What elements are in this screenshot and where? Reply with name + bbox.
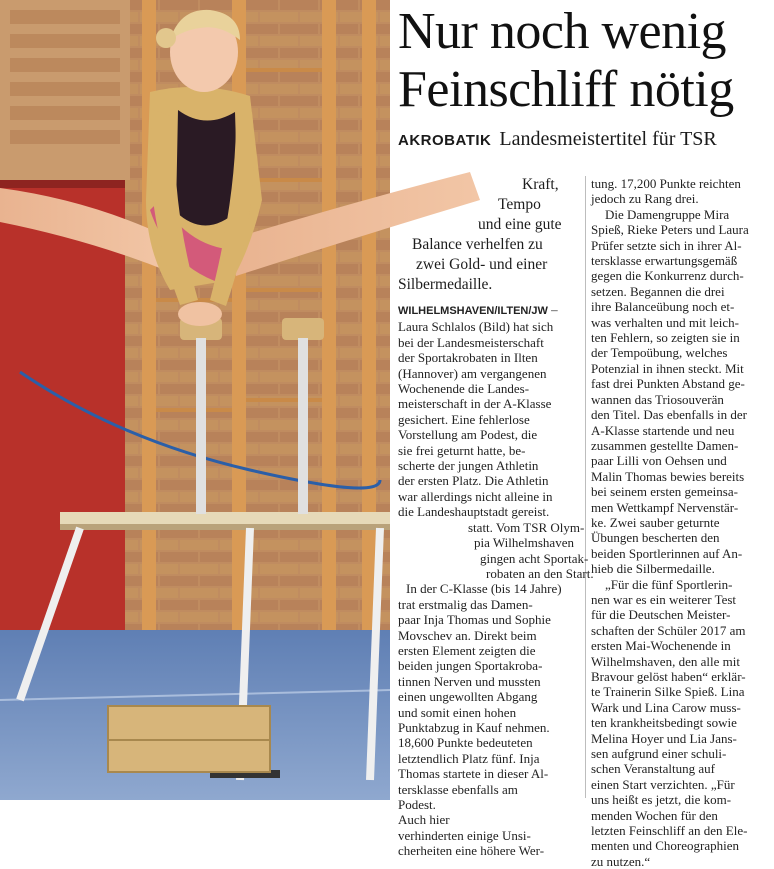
article-text-line: war allerdings nicht alleine in: [398, 488, 553, 504]
article-text-line: gesichert. Eine fehlerlose: [398, 411, 530, 427]
article-column-1: [398, 302, 594, 859]
article-text-line: robaten an den Start.: [486, 565, 594, 581]
article-text-line: der Tempoübung, welches: [591, 345, 728, 361]
dateline: WILHELMSHAVEN/ILTEN/JW: [398, 305, 548, 317]
article-text-line: cherheiten eine höhere Wer-: [398, 843, 545, 859]
article-text-line: „Für die fünf Sportlerin-: [605, 576, 733, 592]
article-text-line: pia Wilhelmshaven: [474, 535, 574, 551]
article-text-line: scherte der jungen Athletin: [398, 458, 539, 474]
article-text-line: tersklasse erwartungsgemäß: [591, 253, 738, 269]
article-text-line: einen ungewollten Abgang: [398, 689, 538, 705]
article-text-line: verhinderten einige Unsi-: [398, 827, 531, 843]
article-text-line: Podest.: [398, 797, 436, 812]
article-text-line: Auch hier: [398, 812, 450, 828]
article-text-line: (Hannover) am vergangenen: [398, 365, 547, 381]
article-text-line: letztendlich Platz fünf. Inja: [398, 750, 540, 766]
article-text-line: fast drei Punkten Abstand ge-: [591, 376, 745, 392]
article-text-line: trat erstmalig das Damen-: [398, 596, 533, 612]
article-text-line: was verhalten und mit leich-: [591, 314, 740, 330]
article-text-line: statt. Vom TSR Olym-: [468, 519, 585, 535]
article-text-line: nen war es ein weiterer Test: [591, 591, 737, 607]
article-text-line: Punktabzug in Kauf nehmen.: [398, 719, 550, 735]
teaser-line: und eine gute: [478, 216, 562, 233]
article-column-2: [591, 176, 769, 869]
teaser-line: zwei Gold- und einer: [416, 256, 548, 273]
article-text-line: Bravour gelöst haben“ erklär-: [591, 669, 746, 684]
article-text-line: Wark und Lina Carow muss-: [591, 699, 741, 715]
article-text-line: Movschev an. Direkt beim: [398, 627, 537, 643]
article-text-line: A-Klasse startende und neu: [591, 422, 735, 438]
teaser-line: Tempo: [498, 196, 541, 213]
article-text-line: Laura Schlalos (Bild) hat sich: [398, 319, 554, 335]
article-text-line: Malin Thomas bewies bereits: [591, 468, 745, 484]
article-text-line: der ersten Platz. Die Athletin: [398, 473, 549, 489]
article-text-line: bei der Landesmeisterschaft: [398, 334, 544, 350]
article-text-line: men Wettkampf Nervenstär-: [591, 499, 739, 515]
article-text-line: Spieß, Rieke Peters und Laura: [591, 222, 749, 238]
article-text-line: sen aufgrund einer schuli-: [591, 746, 727, 762]
article-text-line: zusammen gestellte Damen-: [591, 437, 739, 453]
article-text-line: beiden Sportlerinnen auf An-: [591, 545, 743, 561]
article-text-line: ten krankheitsbedingt sowie: [591, 715, 737, 731]
article-text-line: der Sportakrobaten in Ilten: [398, 350, 538, 366]
article-text-line: gingen acht Sportak-: [480, 550, 589, 566]
article-text-line: 18,600 Punkte bedeuteten: [398, 735, 533, 751]
article-text-line: einen Start verzichten. „Für: [591, 776, 735, 792]
kicker: [398, 128, 717, 151]
article-text-line: ke. Zwei sauber geturnte: [591, 514, 720, 530]
dateline-line: [398, 302, 576, 319]
article-text-line: bei seinem ersten gemeinsa-: [591, 484, 738, 500]
article-text-line: ersten Mai-Wochenende in: [591, 638, 731, 654]
article-text-line: meisterschaft in der A-Klasse: [398, 396, 552, 412]
article-text-line: gegen die Konkurrenz durch-: [591, 268, 744, 284]
article-text-line: und somit einen hohen: [398, 704, 517, 720]
article-text-line: tinnen Nerven und mussten: [398, 673, 541, 689]
article-text-line: ten Fehlern, so zeigten sie in: [591, 330, 740, 346]
gymnast-photo: [0, 0, 390, 800]
article-text-line: paar Lilli von Oehsen und: [591, 453, 727, 469]
dateline-dash: –: [547, 302, 558, 317]
article-text-line: ihre Balanceübung noch et-: [591, 299, 735, 315]
article-text-line: Die Damengruppe Mira: [605, 206, 730, 222]
article-text-line: die Landeshauptstadt gereist.: [398, 504, 550, 520]
article-text-line: Potenzial in ihnen steckt. Mit: [591, 360, 744, 376]
article-text-line: paar Inja Thomas und Sophie: [398, 612, 551, 628]
article-text-line: schen Veranstaltung auf: [591, 761, 715, 777]
article-text-line: Wochenende die Landes-: [398, 381, 530, 397]
teaser-line: Balance verhelfen zu: [412, 236, 543, 253]
article-text-line: Übungen bescherten den: [591, 530, 720, 546]
article-text-line: In der C-Klasse (bis 14 Jahre): [406, 581, 562, 597]
article-text-line: den Titel. Das ebenfalls in der: [591, 407, 747, 423]
teaser-line: Silbermedaille.: [398, 276, 493, 293]
article-text-line: Wilhelmshaven, den alle mit: [591, 653, 740, 669]
subheadline: Landesmeistertitel für TSR: [499, 128, 717, 150]
article-text-line: uns heißt es jetzt, die kom-: [591, 792, 732, 808]
article-text-line: Vorstellung am Podest, die: [398, 427, 538, 443]
article-text-line: hieb die Silbermedaille.: [591, 561, 715, 577]
column-divider: [585, 176, 586, 798]
article-text-line: letzten Feinschliff an den Ele-: [591, 823, 748, 839]
article-text-line: tersklasse ebenfalls am: [398, 781, 518, 797]
teaser-line: Kraft,: [522, 176, 559, 193]
article-text-line: zu nutzen.“: [591, 853, 651, 869]
article-text-line: für die Deutschen Meister-: [591, 607, 731, 623]
article-text-line: beiden jungen Sportakroba-: [398, 658, 543, 674]
article-text-line: menden Wochen für den: [591, 807, 718, 823]
article-text-line: schaften der Schüler 2017 am: [591, 622, 746, 638]
article-text-line: sie frei geturnt hatte, be-: [398, 442, 526, 458]
section-keyword: AKROBATIK: [398, 132, 492, 149]
article-text-line: ersten Element zeigten die: [398, 642, 536, 658]
headline-line-1: Nur noch wenig: [398, 3, 727, 60]
article-text-line: jedoch zu Rang drei.: [591, 191, 699, 207]
article-text-line: tung. 17,200 Punkte reichten: [591, 176, 741, 191]
article-text-line: wannen das Triosouverän: [591, 391, 724, 407]
article-text-line: Prüfer setzte sich in ihrer Al-: [591, 237, 742, 253]
article-text-line: setzen. Begannen die drei: [591, 283, 725, 299]
article-text-line: Melina Hoyer und Lia Jans-: [591, 730, 737, 746]
headline-line-2: Feinschliff nötig: [398, 61, 734, 118]
article-text-line: Thomas startete in dieser Al-: [398, 766, 549, 782]
article-text-line: menten und Choreographien: [591, 838, 740, 854]
article-text-line: te Trainerin Silke Spieß. Lina: [591, 684, 745, 700]
